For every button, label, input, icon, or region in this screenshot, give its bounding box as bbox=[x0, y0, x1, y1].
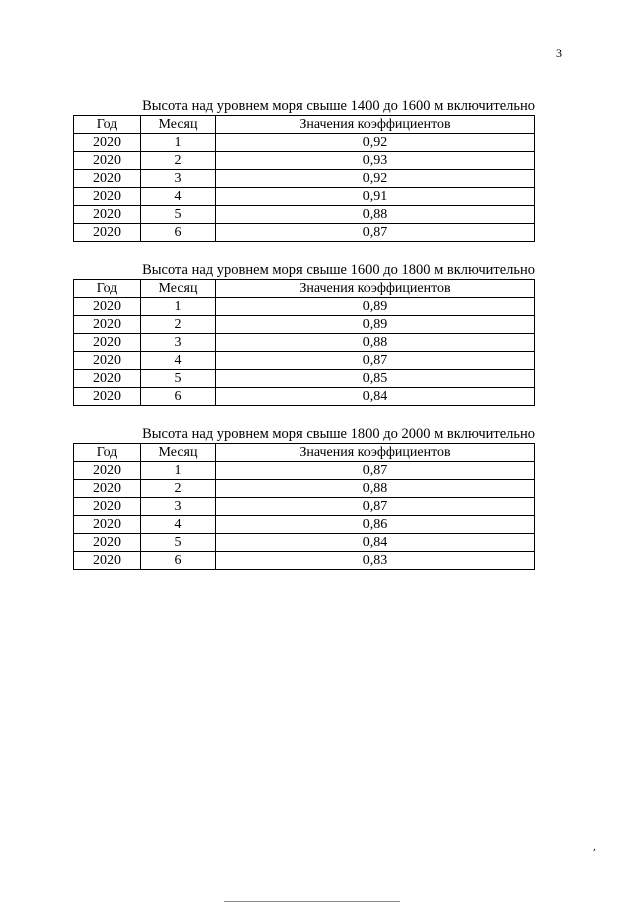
table-row bbox=[74, 298, 535, 316]
cell-coefficient: 0,91 bbox=[216, 188, 535, 206]
table-row bbox=[74, 552, 535, 570]
cell-coefficient: 0,93 bbox=[216, 152, 535, 170]
cell-month: 1 bbox=[141, 462, 216, 480]
coefficients-table-block bbox=[73, 98, 535, 242]
table-caption: Высота над уровнем моря свыше 1800 до 2000 м включительно bbox=[142, 426, 535, 442]
cell-month: 2 bbox=[141, 152, 216, 170]
cell-year: 2020 bbox=[74, 316, 141, 334]
table-caption: Высота над уровнем моря свыше 1600 до 1800 м включительно bbox=[142, 262, 535, 278]
cell-month: 4 bbox=[141, 352, 216, 370]
scan-edge-line bbox=[224, 901, 400, 902]
cell-year: 2020 bbox=[74, 206, 141, 224]
cell-year: 2020 bbox=[74, 352, 141, 370]
table-row bbox=[74, 352, 535, 370]
table-header-row bbox=[74, 280, 535, 298]
cell-coefficient: 0,88 bbox=[216, 480, 535, 498]
cell-coefficient: 0,86 bbox=[216, 516, 535, 534]
coefficients-table bbox=[73, 115, 535, 242]
cell-coefficient: 0,84 bbox=[216, 388, 535, 406]
page-number: 3 bbox=[556, 46, 562, 60]
cell-coefficient: 0,85 bbox=[216, 370, 535, 388]
coefficients-table-block bbox=[73, 262, 535, 406]
cell-month: 4 bbox=[141, 188, 216, 206]
cell-month: 2 bbox=[141, 316, 216, 334]
cell-coefficient: 0,87 bbox=[216, 352, 535, 370]
cell-coefficient: 0,83 bbox=[216, 552, 535, 570]
table-row bbox=[74, 388, 535, 406]
table-row bbox=[74, 498, 535, 516]
table-row bbox=[74, 480, 535, 498]
header-year: Год bbox=[74, 116, 141, 134]
cell-month: 6 bbox=[141, 224, 216, 242]
cell-year: 2020 bbox=[74, 516, 141, 534]
table-header-row bbox=[74, 444, 535, 462]
cell-coefficient: 0,88 bbox=[216, 334, 535, 352]
cell-year: 2020 bbox=[74, 152, 141, 170]
cell-year: 2020 bbox=[74, 388, 141, 406]
cell-year: 2020 bbox=[74, 298, 141, 316]
cell-month: 5 bbox=[141, 370, 216, 388]
cell-coefficient: 0,92 bbox=[216, 134, 535, 152]
header-year: Год bbox=[74, 444, 141, 462]
cell-coefficient: 0,88 bbox=[216, 206, 535, 224]
cell-month: 6 bbox=[141, 388, 216, 406]
header-month: Месяц bbox=[141, 444, 216, 462]
cell-month: 5 bbox=[141, 534, 216, 552]
cell-year: 2020 bbox=[74, 534, 141, 552]
table-row bbox=[74, 370, 535, 388]
header-month: Месяц bbox=[141, 280, 216, 298]
header-coefficient: Значения коэффициентов bbox=[216, 116, 535, 134]
table-caption: Высота над уровнем моря свыше 1400 до 1600 м включительно bbox=[142, 98, 535, 114]
cell-month: 3 bbox=[141, 334, 216, 352]
cell-month: 3 bbox=[141, 170, 216, 188]
cell-month: 1 bbox=[141, 298, 216, 316]
coefficients-table-block bbox=[73, 426, 535, 570]
cell-year: 2020 bbox=[74, 224, 141, 242]
cell-year: 2020 bbox=[74, 188, 141, 206]
table-row bbox=[74, 206, 535, 224]
coefficients-table bbox=[73, 443, 535, 570]
table-row bbox=[74, 224, 535, 242]
cell-month: 5 bbox=[141, 206, 216, 224]
table-header-row bbox=[74, 116, 535, 134]
cell-year: 2020 bbox=[74, 552, 141, 570]
cell-year: 2020 bbox=[74, 370, 141, 388]
table-row bbox=[74, 334, 535, 352]
header-month: Месяц bbox=[141, 116, 216, 134]
scan-mark: , bbox=[592, 841, 599, 854]
cell-month: 2 bbox=[141, 480, 216, 498]
cell-coefficient: 0,84 bbox=[216, 534, 535, 552]
table-row bbox=[74, 516, 535, 534]
table-row bbox=[74, 170, 535, 188]
cell-month: 1 bbox=[141, 134, 216, 152]
cell-month: 3 bbox=[141, 498, 216, 516]
cell-coefficient: 0,89 bbox=[216, 298, 535, 316]
header-coefficient: Значения коэффициентов bbox=[216, 444, 535, 462]
table-row bbox=[74, 462, 535, 480]
table-row bbox=[74, 316, 535, 334]
header-coefficient: Значения коэффициентов bbox=[216, 280, 535, 298]
cell-year: 2020 bbox=[74, 480, 141, 498]
cell-month: 6 bbox=[141, 552, 216, 570]
cell-coefficient: 0,89 bbox=[216, 316, 535, 334]
cell-year: 2020 bbox=[74, 334, 141, 352]
table-row bbox=[74, 134, 535, 152]
cell-coefficient: 0,87 bbox=[216, 224, 535, 242]
table-row bbox=[74, 188, 535, 206]
header-year: Год bbox=[74, 280, 141, 298]
cell-coefficient: 0,87 bbox=[216, 498, 535, 516]
cell-year: 2020 bbox=[74, 462, 141, 480]
coefficients-table bbox=[73, 279, 535, 406]
cell-year: 2020 bbox=[74, 498, 141, 516]
table-row bbox=[74, 534, 535, 552]
table-row bbox=[74, 152, 535, 170]
cell-month: 4 bbox=[141, 516, 216, 534]
cell-coefficient: 0,87 bbox=[216, 462, 535, 480]
cell-year: 2020 bbox=[74, 134, 141, 152]
cell-year: 2020 bbox=[74, 170, 141, 188]
cell-coefficient: 0,92 bbox=[216, 170, 535, 188]
